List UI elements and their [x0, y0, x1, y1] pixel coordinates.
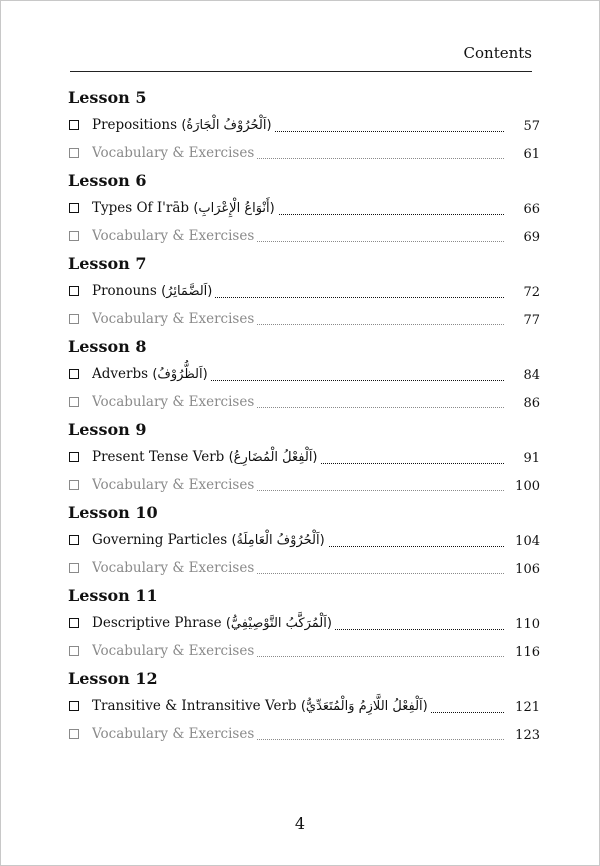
- entry-text: [92, 222, 504, 250]
- entry-text: [92, 554, 504, 582]
- checkbox-bullet-icon: [69, 563, 79, 573]
- checkbox-bullet-icon: [69, 397, 79, 407]
- entry-title: Vocabulary & Exercises: [92, 477, 255, 493]
- entry-arabic-title: (اَلْحُرُوْفُ الْعَامِلَةُ): [231, 533, 325, 548]
- checkbox-bullet-icon: [69, 148, 79, 158]
- checkbox-bullet-icon: [69, 701, 79, 711]
- toc-entry[interactable]: [68, 692, 544, 720]
- entry-page-number: 66: [523, 202, 540, 217]
- checkbox-bullet-icon: [69, 203, 79, 213]
- lesson-block: [68, 416, 544, 499]
- lesson-heading: Lesson 9: [68, 420, 147, 439]
- entry-arabic-title: (اَلْحُرُوْفُ الْجَارَةُ): [181, 118, 272, 133]
- lesson-block: [68, 665, 544, 748]
- entry-title: Pronouns: [92, 283, 157, 299]
- lesson-block: [68, 167, 544, 250]
- checkbox-bullet-icon: [69, 314, 79, 324]
- running-header: Contents: [463, 44, 532, 62]
- toc-entry[interactable]: [68, 388, 544, 416]
- checkbox-bullet-icon: [69, 618, 79, 628]
- entry-title: Types Of I'rāb: [92, 200, 190, 216]
- entry-page-number: 72: [523, 285, 540, 300]
- entry-arabic-title: (اَلظُّرُوْفُ): [152, 367, 208, 382]
- entry-title: Vocabulary & Exercises: [92, 311, 255, 327]
- toc-entry[interactable]: [68, 720, 544, 748]
- entry-text: [92, 388, 504, 416]
- lesson-block: [68, 582, 544, 665]
- entry-page-number: 86: [523, 396, 540, 411]
- entry-page-number: 77: [523, 313, 540, 328]
- entry-title: Vocabulary & Exercises: [92, 643, 255, 659]
- entry-page-number: 84: [523, 368, 540, 383]
- entry-arabic-title: (اَلْفِعْلُ اللَّازِمُ وَالْمُتَعَدِّيُّ): [300, 699, 428, 714]
- entry-page-number: 116: [515, 645, 540, 660]
- checkbox-bullet-icon: [69, 286, 79, 296]
- toc-entry[interactable]: [68, 111, 544, 139]
- entry-text: [92, 305, 504, 333]
- toc-entry[interactable]: [68, 360, 544, 388]
- entry-text: [92, 111, 504, 140]
- toc-entry[interactable]: [68, 139, 544, 167]
- entry-title: Governing Particles: [92, 532, 228, 548]
- entry-text: [92, 720, 504, 748]
- entry-title: Present Tense Verb: [92, 449, 225, 465]
- lesson-heading: Lesson 12: [68, 669, 158, 688]
- entry-page-number: 61: [523, 147, 540, 162]
- entry-arabic-title: (أَنْوَاعُ الْإِعْرَابِ): [193, 201, 275, 216]
- entry-page-number: 100: [515, 479, 540, 494]
- entry-title: Prepositions: [92, 117, 178, 133]
- entry-page-number: 121: [515, 700, 540, 715]
- toc-entry[interactable]: [68, 637, 544, 665]
- lesson-block: [68, 250, 544, 333]
- entry-page-number: 123: [515, 728, 540, 743]
- lesson-block: [68, 84, 544, 167]
- entry-text: [92, 609, 504, 638]
- lesson-block: [68, 333, 544, 416]
- entry-text: [92, 139, 504, 167]
- entry-arabic-title: (اَلْفِعْلُ الْمُضَارِعُ): [228, 450, 318, 465]
- entry-title: Descriptive Phrase: [92, 615, 222, 631]
- toc-entry[interactable]: [68, 305, 544, 333]
- header-rule: [70, 71, 532, 72]
- entry-text: [92, 526, 504, 555]
- checkbox-bullet-icon: [69, 729, 79, 739]
- checkbox-bullet-icon: [69, 646, 79, 656]
- entry-page-number: 91: [523, 451, 540, 466]
- entry-text: [92, 443, 504, 472]
- checkbox-bullet-icon: [69, 480, 79, 490]
- entry-title: Vocabulary & Exercises: [92, 560, 255, 576]
- entry-title: Vocabulary & Exercises: [92, 228, 255, 244]
- entry-title: Vocabulary & Exercises: [92, 726, 255, 742]
- entry-arabic-title: (اَلْمُرَكَّبُ التَّوْصِيْفِيُّ): [225, 616, 332, 631]
- toc-entry[interactable]: [68, 194, 544, 222]
- lesson-heading: Lesson 7: [68, 254, 147, 273]
- toc-entry[interactable]: [68, 554, 544, 582]
- toc-entry[interactable]: [68, 277, 544, 305]
- lesson-heading: Lesson 10: [68, 503, 158, 522]
- entry-text: [92, 277, 504, 306]
- toc-entry[interactable]: [68, 443, 544, 471]
- lesson-heading: Lesson 6: [68, 171, 147, 190]
- entry-page-number: 110: [515, 617, 540, 632]
- entry-page-number: 106: [515, 562, 540, 577]
- toc-entry[interactable]: [68, 222, 544, 250]
- entry-arabic-title: (اَلضَّمَائِرُ): [161, 284, 213, 299]
- entry-title: Transitive & Intransitive Verb: [92, 698, 297, 714]
- entry-text: [92, 692, 504, 721]
- entry-text: [92, 637, 504, 665]
- entry-page-number: 69: [523, 230, 540, 245]
- entry-page-number: 57: [523, 119, 540, 134]
- entry-text: [92, 471, 504, 499]
- page-number: 4: [294, 814, 306, 833]
- lesson-block: [68, 499, 544, 582]
- checkbox-bullet-icon: [69, 369, 79, 379]
- toc-entry[interactable]: [68, 526, 544, 554]
- entry-title: Adverbs: [92, 366, 149, 382]
- entry-text: [92, 194, 504, 223]
- toc-entry[interactable]: [68, 471, 544, 499]
- checkbox-bullet-icon: [69, 120, 79, 130]
- lesson-heading: Lesson 11: [68, 586, 158, 605]
- table-of-contents: [68, 84, 544, 748]
- checkbox-bullet-icon: [69, 452, 79, 462]
- lesson-heading: Lesson 8: [68, 337, 147, 356]
- entry-title: Vocabulary & Exercises: [92, 145, 255, 161]
- checkbox-bullet-icon: [69, 231, 79, 241]
- entry-page-number: 104: [515, 534, 540, 549]
- entry-title: Vocabulary & Exercises: [92, 394, 255, 410]
- toc-entry[interactable]: [68, 609, 544, 637]
- checkbox-bullet-icon: [69, 535, 79, 545]
- entry-text: [92, 360, 504, 389]
- lesson-heading: Lesson 5: [68, 88, 147, 107]
